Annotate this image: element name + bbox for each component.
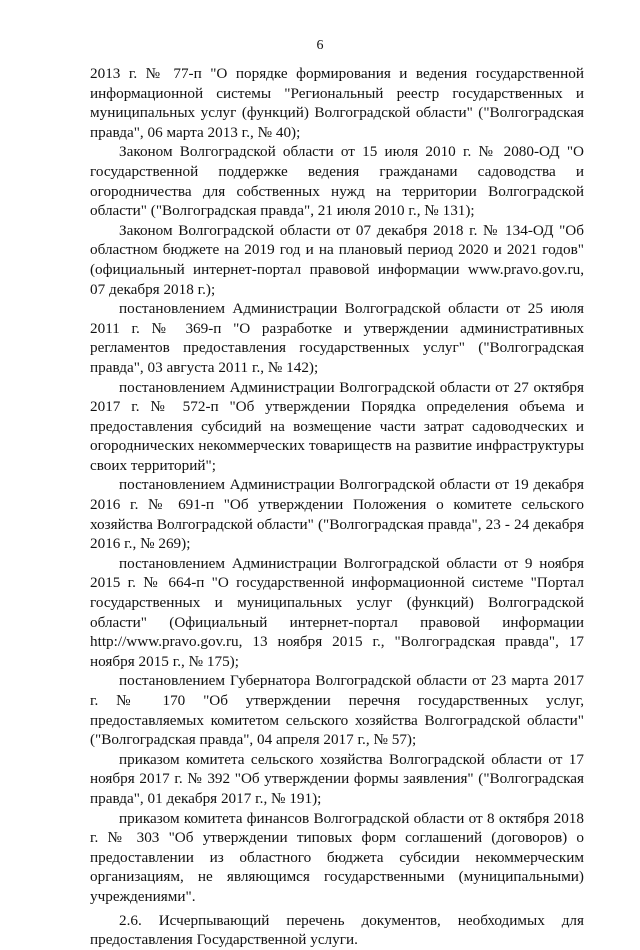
paragraph-order-303: приказом комитета финансов Волгоградской области от 8 октября 2018 г. № 303 "Об утверждении типовых форм соглашений (договоров) о предоставлении из областного бюджета субсидии некоммерческим организациям, не являющимся государственными (муниципальными) учреждениями". (90, 809, 584, 905)
paragraph-2013-77p: 2013 г. № 77-п "О порядке формирования и ведения государственной информационной системы "Региональный реестр государственных и муниципальных услуг (функций) Волгоградской области" ("Волгоградская правда", 06 марта 2013 г., № 40); (90, 65, 584, 141)
section-2-6-heading: 2.6. Исчерпывающий перечень документов, необходимых для предоставления Государственной услуги. (90, 911, 584, 949)
paragraph-law-134-od: Законом Волгоградской области от 07 декабря 2018 г. № 134-ОД "Об областном бюджете на 2019 год и на плановый период 2020 и 2021 годов" (официальный интернет-портал правовой информации www.pravo.gov.ru, 07 декабря 2018 г.); (90, 221, 584, 298)
paragraph-resolution-691p: постановлением Администрации Волгоградской области от 19 декабря 2016 г. № 691-п "Об утверждении Положения о комитете сельского хозяйства Волгоградской области" ("Волгоградская правда", 23 - 24 декабря 2016 г., № 269); (90, 476, 584, 553)
document-body (90, 64, 584, 950)
paragraph-resolution-369p: постановлением Администрации Волгоградской области от 25 июля 2011 г. № 369-п "О разработке и утверждении административных регламентов предоставления государственных услуг" ("Волгоградская правда", 03 августа 2011 г., № 142); (90, 300, 584, 376)
paragraph-resolution-664p: постановлением Администрации Волгоградской области от 9 ноября 2015 г. № 664-п "О государственной информационной системе "Портал государственных и муниципальных услуг (функций) Волгоградской области" (Официальный интернет-портал правовой информации http://www.pravo.gov.ru, 13 ноября 2015 г., "Волгоградская правда", 17 ноября 2015 г., № 175); (90, 554, 584, 670)
paragraph-order-392: приказом комитета сельского хозяйства Волгоградской области от 17 ноября 2017 г. № 392 "Об утверждении формы заявления" ("Волгоградская правда", 01 декабря 2017 г., № 191); (90, 750, 584, 807)
page-number: 6 (316, 38, 324, 53)
paragraph-law-2080-od: Законом Волгоградской области от 15 июля 2010 г. № 2080-ОД "О государственной поддержке ведения гражданами садоводства и огородничества для собственных нужд на территории Волгоградской области" ("Волгоградская правда", 21 июля 2010 г., № 131); (90, 143, 584, 220)
paragraph-governor-170: постановлением Губернатора Волгоградской области от 23 марта 2017 г. № 170 "Об утверждении перечня государственных услуг, предоставляемых комитетом сельского хозяйства Волгоградской области" ("Волгоградская правда", 04 апреля 2017 г., № 57); (90, 672, 584, 749)
paragraph-resolution-572p: постановлением Администрации Волгоградской области от 27 октября 2017 г. № 572-п "Об утверждении Порядка определения объема и предоставления субсидий на возмещение части затрат садоводческих и огороднических некоммерческих товариществ на развитие инфраструктуры своих территорий"; (90, 378, 584, 474)
